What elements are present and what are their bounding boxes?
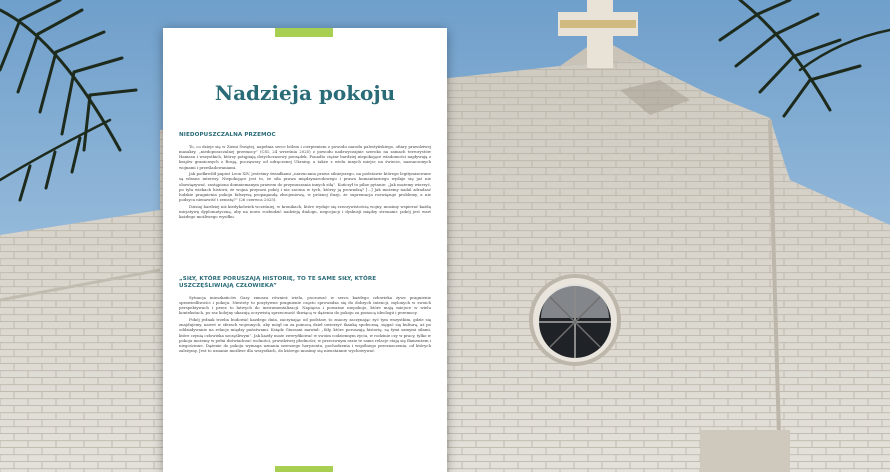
section-heading: NIEDOPUSZCZALNA PRZEMOC <box>179 132 276 138</box>
paragraph: Pokój jednak trzeba budować każdego dnia, zaczynając od podstaw, to znaczy zaczynając żyć tym wszystkim, gdzie się znajdujemy, nawet w sferach wojennych, aby mógł on za pomocą dzieł uwierzyć tkankę społeczną, sięgać się kulturą, aż po oddziaływanie na relacje między państwami. Ksiądz Giussani mawiał: „Siły, które poruszają historię, są tymi samymi siłami, które czynią człowieka szczęśliwym”. Jak każdy może zweryfikować w swoim codziennym życiu, w rodzinie czy w pracy, tylko w pokoju możemy w pełni doświadczać wolności, prawdziwej płodności; w przeciwnym razie te same relacje stają się flamenżem i niegościnne. Dążenie do pokoju wymaga uznania szerszego horyzontu, pochodzenia i wspólnego przeznaczenia, od których zależymy. Jest to uznanie możliwe dla wszystkich, do którego musimy się nieustannie wychowywać. <box>179 317 432 354</box>
round-window-icon <box>531 276 619 364</box>
top-accent-bar <box>275 28 333 37</box>
paragraph: To, co dzieje się w Ziemi Świętej, napełnia serce bólem i cierpieniem z powodu narodu palestyńskiego, ofiary prawdziwej masakry, „niedopuszczalnej przemocy” (CSI, 24 września 2025) z powodu nadzwyczajnie szeroko na zamach terrorystów Hamasu i wszystkich, którzy potępiają dotychczasowy porządek. Ponadto ciężar bardziej niepokojące wiadomości napływają z krajów granicznych z Rosją, począwszy od udręczonej Ukrainy, a także z wielu innych miejsc na świecie, naznaczonych wojnami i prześladowaniami. <box>179 144 431 170</box>
section-heading: „SIŁY, KTÓRE PORUSZAJĄ HISTORIĘ, TO TE SAME SIŁY, KTÓRE USZCZĘŚLIWIAJĄ CZŁOWIEKA” <box>179 276 377 289</box>
paragraph: Sytuacja mieszkańców Gazy zmusza również wielu, poczuwać w sercu każdego człowieka żywe pragnienie sprawiedliwości i pokoju. Niestety to pozytywne pragnienie często sprowadza się do dobrych intencji, mylonych w swoich perspektywach i przez to łatwych do instrumentalizacji. Napięcia i poważne niepokoje, które mają miejsce w wielu kontekstach, po raz kolejny ukazują oczywistą sprzeczność tkwiącą w dążeniu do pokoju za pomocą ideologii i przemocy. <box>179 295 431 316</box>
paragraph: Dzisiaj bardziej niż kiedykolwiek wcześniej, w kronikach, które wydaje się rzeczywistością wojny, musimy wspierać każdą inicjatywę dyplomatyczną, aby na nowo rozbudzić nadzieję dialogu, negocjacji i dyskusji między stronami: pokój jest wart każdego możliwego wysiłku. <box>179 203 431 220</box>
section-1 <box>179 132 431 221</box>
paragraph: Jak podkreślił papież Leon XIV, jesteśmy świadkami „narzucania prawa silniejszego, na podstawie którego legitymizowane są własne interesy. Niepokojące jest to, że siła prawa międzynarodowego i prawa humanitarnego wydaje się już nie obowiązywać, zastąpiona domniemanym prawem do przymuszania innych siłą”. Kończył to pilne pytanie: „Jak możemy wierzyć, po tylu wiekach historii, że wojna przynosi pokój i nie zaczna w tych, którzy ją prowadzą? [...] Jak możemy nadal zdradzać ludzkie pragnienia pokoju fałszywą propagandą zbrojeniową, w próżnej iluzji, że supremacja rozwiązuje problemy, a nie podsyca nienawiść i zemstę?” (26 czerwca 2025). <box>179 171 431 203</box>
document-page <box>163 28 447 472</box>
section-2 <box>179 276 431 355</box>
bottom-accent-bar <box>275 466 333 472</box>
document-title: Nadzieja pokoju <box>214 81 396 105</box>
